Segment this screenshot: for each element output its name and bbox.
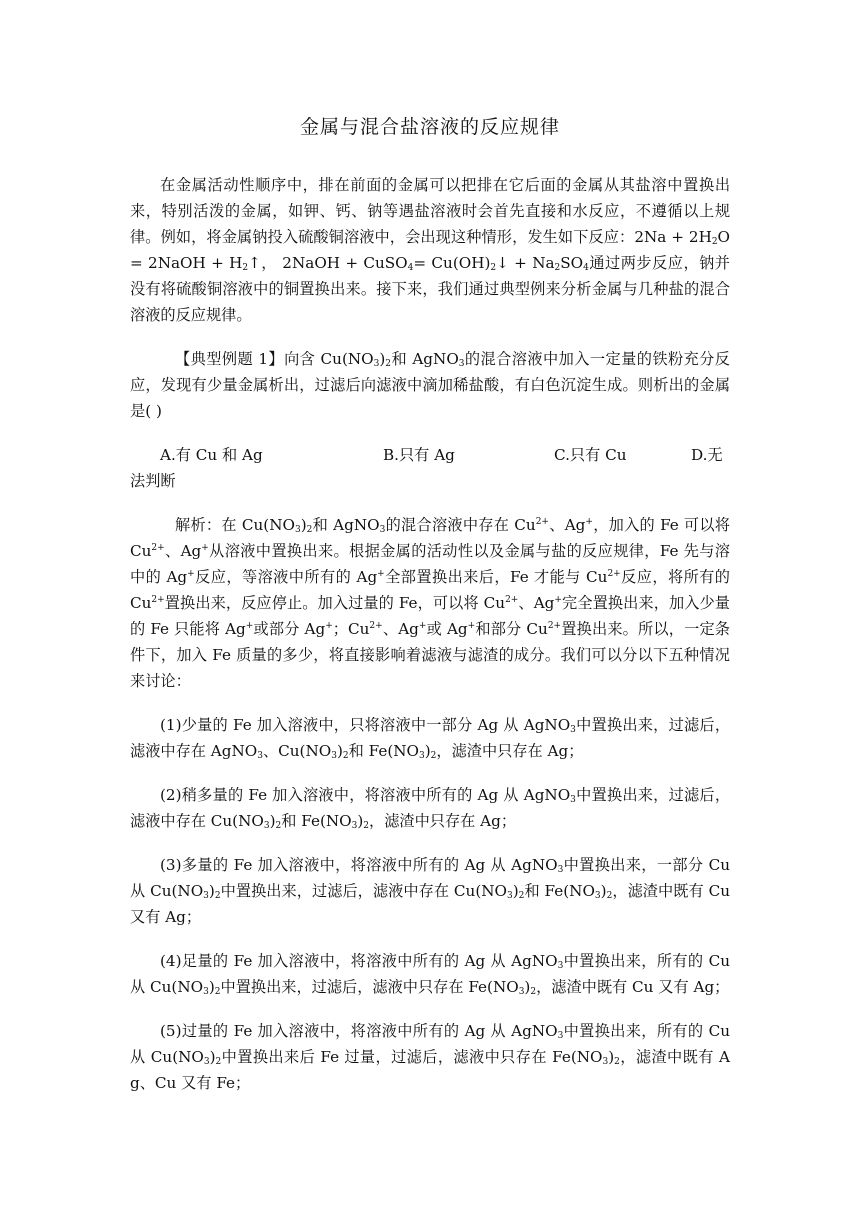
subscript: 2 [275, 821, 282, 831]
analysis-text: 置换出来，反应停止。加入过量的 Fe，可以将 Cu [164, 594, 506, 612]
subscript: 3 [557, 865, 564, 875]
subscript: 4 [407, 263, 414, 273]
subscript: 3 [373, 359, 380, 369]
analysis-text: 解析：在 Cu(NO [175, 516, 295, 534]
case-text: (2)稍多量的 Fe 加入溶液中，将溶液中所有的 Ag 从 AgNO [160, 786, 571, 804]
case-text: ) [336, 742, 343, 760]
case-text: ，滤渣中只存在 Ag； [436, 742, 584, 760]
subscript: 2 [518, 891, 525, 901]
subscript: 2 [342, 751, 349, 761]
analysis-text: 置换出来。所以，一定条件下，加入 Fe 质量的多少，将直接影响着滤液与滤渣的成分。我们可以分以下五种情况来讨论： [130, 620, 730, 690]
option-d: D.无 [691, 446, 723, 464]
subscript: 3 [507, 891, 513, 901]
case-text: 中置换出来，过滤后，滤液中存在 Cu(NO [130, 786, 731, 830]
case-text: 中置换出来，过滤后，滤液中存在 AgNO [130, 716, 731, 760]
case-text: (1)少量的 Fe 加入溶液中，只将溶液中一部分 Ag 从 AgNO [160, 716, 571, 734]
subscript: 3 [263, 821, 270, 831]
case-text: (4)足量的 Fe 加入溶液中，将溶液中所有的 Ag 从 AgNO [160, 952, 558, 970]
subscript: 3 [518, 987, 525, 997]
analysis-text: ) [300, 516, 307, 534]
superscript: + [325, 621, 333, 631]
case-1-paragraph [130, 712, 730, 764]
option-a: A.有 Cu 和 Ag [160, 446, 263, 464]
intro-text-5: ↓ + Na [496, 254, 555, 272]
analysis-text: 或部分 Ag [253, 620, 326, 638]
case-text: 和 Fe(NO [281, 812, 352, 830]
analysis-text: ；Cu [332, 620, 370, 638]
case-text: ) [600, 882, 607, 900]
superscript: + [467, 621, 476, 631]
subscript: 2 [306, 525, 313, 535]
subscript: 2 [554, 263, 561, 273]
case-5-paragraph [130, 1018, 730, 1096]
case-text: 中置换出来，所有的 Cu 从 Cu(NO [130, 1022, 730, 1066]
case-text: ) [357, 812, 364, 830]
case-text: ) [608, 1048, 615, 1066]
subscript: 3 [203, 987, 209, 997]
example-text-3: 和 AgNO [391, 350, 459, 368]
analysis-text: 、Ag [164, 542, 202, 560]
case-text: ，滤渣中既有 Cu 又有 Ag； [130, 882, 730, 926]
case-text: ，滤渣中既有 Cu 又有 Ag； [536, 978, 730, 996]
subscript: 2 [385, 359, 392, 369]
intro-text-6: SO [560, 254, 584, 272]
option-c: C.只有 Cu [554, 446, 627, 464]
subscript: 2 [614, 1057, 620, 1067]
subscript: 3 [257, 751, 263, 761]
subscript: 3 [379, 525, 386, 535]
analysis-paragraph [130, 512, 730, 694]
superscript: + [585, 517, 593, 527]
case-text: (3)多量的 Fe 加入溶液中，将溶液中所有的 Ag 从 AgNO [160, 856, 558, 874]
subscript: 2 [214, 987, 221, 997]
case-text: 和 Fe(NO [524, 882, 595, 900]
subscript: 2 [214, 891, 221, 901]
document-page [130, 112, 730, 1114]
case-text: ) [208, 978, 215, 996]
subscript: 3 [331, 751, 337, 761]
intro-text-2: O = 2NaOH + H [130, 228, 730, 272]
subscript: 3 [557, 1031, 564, 1041]
example-text-2: ) [379, 350, 386, 368]
case-text: (5)过量的 Fe 加入溶液中，将溶液中所有的 Ag 从 AgNO [160, 1022, 558, 1040]
subscript: 3 [203, 1057, 210, 1067]
subscript: 2 [711, 237, 718, 247]
options-row [130, 442, 730, 468]
superscript: 2+ [535, 517, 549, 527]
subscript: 2 [242, 263, 249, 273]
case-text: 、Cu(NO [262, 742, 332, 760]
case-text: ，滤渣中只存在 Ag； [369, 812, 517, 830]
superscript: + [377, 569, 385, 579]
superscript: 2+ [547, 621, 562, 631]
superscript: + [418, 621, 427, 631]
subscript: 3 [570, 795, 576, 805]
analysis-text: 、Ag [382, 620, 419, 638]
case-text: 中置换出来，所有的 Cu 从 Cu(NO [130, 952, 730, 996]
superscript: 2+ [151, 595, 165, 605]
intro-text-3: ↑， 2NaOH + CuSO [248, 254, 408, 272]
analysis-text: ，加入的 Fe 可以将 Cu [130, 516, 730, 560]
analysis-text: 、Ag [518, 594, 555, 612]
subscript: 3 [570, 725, 576, 735]
document-title: 金属与混合盐溶液的反应规律 [299, 116, 560, 138]
analysis-text: 的混合溶液中存在 Cu [385, 516, 536, 534]
analysis-text: 反应，等溶液中所有的 Ag [194, 568, 378, 586]
case-text: 中置换出来，过滤后，滤液中只存在 Fe(NO [220, 978, 519, 996]
intro-text-1: 在金属活动性顺序中，排在前面的金属可以把排在它后面的金属从其盐溶中置换出来，特别活泼的金属，如钾、钙、钠等遇盐溶液时会首先直接和水反应，不遵循以上规律。例如，将金属钠投入硫酸铜溶液中，会出现这种情形，发生如下反应：2Na + 2H [130, 176, 730, 246]
analysis-text: 从溶液中置换出来。根据金属的活动性以及金属与盐的反应规律，Fe 先与溶中的 Ag [130, 542, 730, 586]
superscript: 2+ [369, 621, 383, 631]
case-text: ，滤渣中既有 Ag、Cu 又有 Fe； [130, 1048, 730, 1092]
intro-text-7: 通过两步反应，钠并没有将硫酸铜溶液中的铜置换出来。接下来，我们通过典型例来分析金属与几种盐的混合溶液的反应规律。 [130, 254, 730, 324]
superscript: + [245, 621, 254, 631]
case-text: ) [269, 812, 276, 830]
superscript: 2+ [505, 595, 519, 605]
analysis-text: 和 AgNO [312, 516, 380, 534]
case-text: 和 Fe(NO [348, 742, 419, 760]
subscript: 3 [458, 359, 465, 369]
subscript: 2 [606, 891, 613, 901]
case-text: ) [209, 1048, 216, 1066]
subscript: 4 [583, 263, 589, 273]
example-label: 【典型例题 1】 [175, 350, 285, 368]
subscript: 3 [418, 751, 425, 761]
example-text-4: 的混合溶液中加入一定量的铁粉充分反应，发现有少量金属析出，过滤后向滤液中滴加稀盐酸，有白色沉淀生成。则析出的金属是( ) [130, 350, 730, 420]
subscript: 2 [363, 821, 370, 831]
subscript: 2 [490, 263, 497, 273]
case-4-paragraph [130, 948, 730, 1000]
subscript: 2 [215, 1057, 222, 1067]
subscript: 3 [351, 821, 358, 831]
superscript: 2+ [151, 543, 165, 553]
subscript: 3 [294, 525, 301, 535]
superscript: + [201, 543, 209, 553]
case-text: ) [512, 882, 519, 900]
case-text: 中置换出来后 Fe 过量，过滤后，滤液中只存在 Fe(NO [221, 1048, 603, 1066]
case-text: ) [424, 742, 431, 760]
case-text: ) [208, 882, 215, 900]
analysis-text: 反应，将所有的 Cu [130, 568, 730, 612]
option-d-continuation: 法判断 [130, 472, 176, 490]
superscript: 2+ [607, 569, 621, 579]
subscript: 2 [430, 751, 437, 761]
analysis-text: 全部置换出来后，Fe 才能与 Cu [384, 568, 608, 586]
answer-options [130, 442, 730, 494]
intro-text-4: = Cu(OH) [413, 254, 491, 272]
case-2-paragraph [130, 782, 730, 834]
analysis-text: 、Ag [548, 516, 586, 534]
case-text: ) [524, 978, 531, 996]
intro-paragraph [130, 172, 730, 328]
subscript: 3 [557, 961, 564, 971]
analysis-text: 或 Ag [426, 620, 468, 638]
subscript: 2 [530, 987, 537, 997]
case-text: 中置换出来，过滤后，滤液中存在 Cu(NO [220, 882, 507, 900]
subscript: 3 [203, 891, 209, 901]
example-text-1: 向含 Cu(NO [284, 350, 374, 368]
case-text: 中置换出来，一部分 Cu 从 Cu(NO [130, 856, 730, 900]
superscript: + [554, 595, 562, 605]
analysis-text: 完全置换出来，加入少量的 Fe 只能将 Ag [130, 594, 730, 638]
option-b: B.只有 Ag [383, 446, 455, 464]
example-question [130, 346, 730, 424]
case-3-paragraph [130, 852, 730, 930]
subscript: 3 [594, 891, 601, 901]
subscript: 3 [602, 1057, 609, 1067]
superscript: + [187, 569, 195, 579]
analysis-text: 和部分 Cu [475, 620, 548, 638]
